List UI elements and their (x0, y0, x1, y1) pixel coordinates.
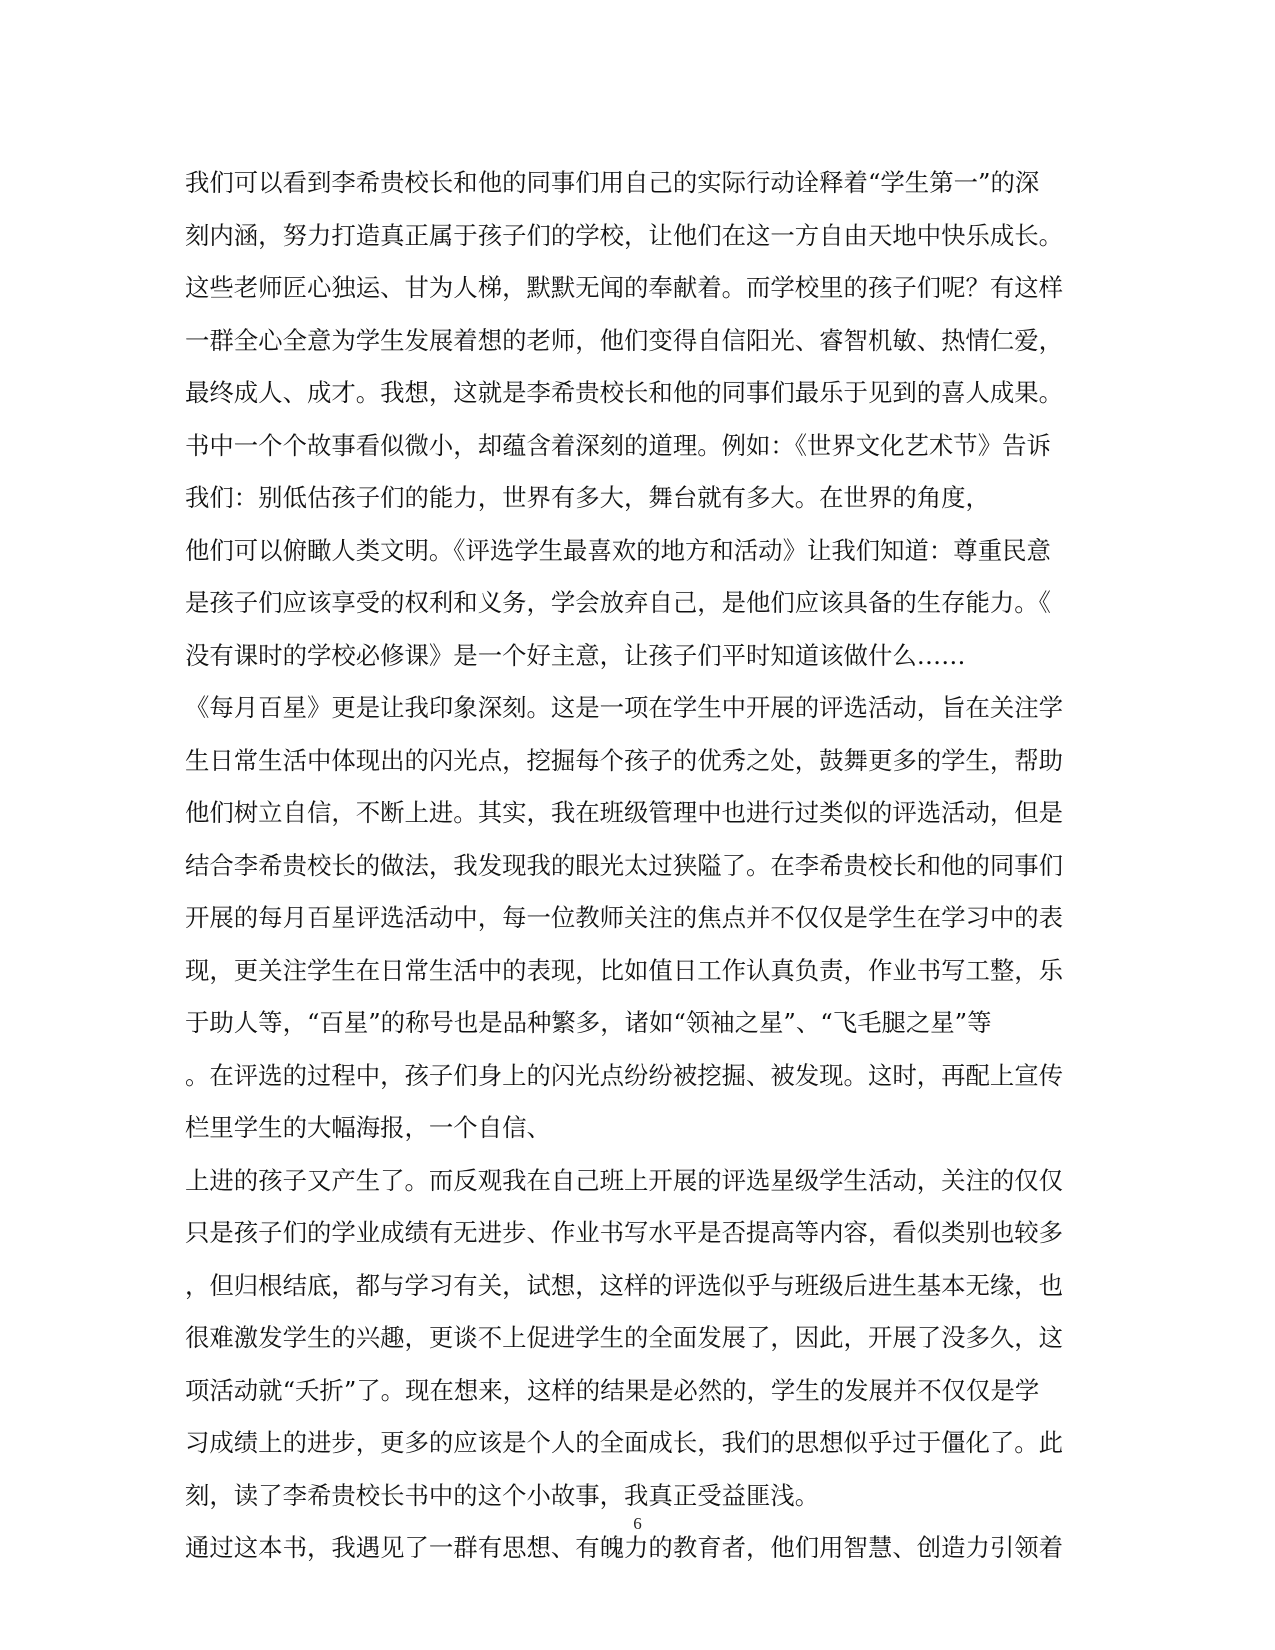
text-line: 栏里学生的大幅海报，一个自信、 (185, 1113, 551, 1142)
text-line: ，但归根结底，都与学习有关，试想，这样的评选似乎与班级后进生基本无缘，也 (185, 1270, 1064, 1300)
text-line: 只是孩子们的学业成绩有无进步、作业书写水平是否提高等内容，看似类别也较多 (185, 1218, 1064, 1247)
text-line: 结合李希贵校长的做法，我发现我的眼光太过狭隘了。在李希贵校长和他的同事们 (185, 850, 1064, 880)
text-line: 刻，读了李希贵校长书中的这个小故事，我真正受益匪浅。 (185, 1480, 820, 1510)
text-line: 我们：别低估孩子们的能力，世界有多大，舞台就有多大。在世界的角度， (185, 483, 990, 512)
text-line: 这些老师匠心独运、甘为人梯，默默无闻的奉献着。而学校里的孩子们呢？有这样 (185, 273, 1064, 302)
text-line: 《每月百星》更是让我印象深刻。这是一项在学生中开展的评选活动，旨在关注学 (185, 693, 1064, 722)
text-line: 他们可以俯瞰人类文明。《评选学生最喜欢的地方和活动》让我们知道：尊重民意 (185, 535, 1051, 565)
text-line: 项活动就“夭折”了。现在想来，这样的结果是必然的，学生的发展并不仅仅是学 (185, 1375, 1040, 1405)
text-line: 生日常生活中体现出的闪光点，挖掘每个孩子的优秀之处，鼓舞更多的学生，帮助 (185, 745, 1064, 775)
document-body (185, 157, 1085, 1575)
text-line: 他们树立自信，不断上进。其实，我在班级管理中也进行过类似的评选活动，但是 (185, 798, 1064, 827)
text-line: 于助人等，“百星”的称号也是品种繁多，诸如“领袖之星”、“飞毛腿之星”等 (185, 1008, 992, 1037)
text-line: 一群全心全意为学生发展着想的老师，他们变得自信阳光、睿智机敏、热情仁爱， (185, 325, 1064, 355)
text-line: 很难激发学生的兴趣，更谈不上促进学生的全面发展了，因此，开展了没多久，这 (185, 1323, 1064, 1352)
text-line: 通过这本书，我遇见了一群有思想、有魄力的教育者，他们用智慧、创造力引领着 (185, 1533, 1064, 1562)
text-line: 没有课时的学校必修课》是一个好主意，让孩子们平时知道该做什么…… (185, 640, 966, 670)
text-line: 开展的每月百星评选活动中，每一位教师关注的焦点并不仅仅是学生在学习中的表 (185, 903, 1064, 932)
text-line: 我们可以看到李希贵校长和他的同事们用自己的实际行动诠释着“学生第一”的深 (185, 168, 1040, 197)
text-line: 最终成人、成才。我想，这就是李希贵校长和他的同事们最乐于见到的喜人成果。 (185, 378, 1064, 407)
page-number: 6 (633, 1514, 642, 1533)
text-line: 书中一个个故事看似微小，却蕴含着深刻的道理。例如：《世界文化艺术节》告诉 (185, 430, 1051, 460)
text-line: 上进的孩子又产生了。而反观我在自己班上开展的评选星级学生活动，关注的仅仅 (185, 1165, 1064, 1195)
text-line: 刻内涵，努力打造真正属于孩子们的学校，让他们在这一方自由天地中快乐成长。 (185, 220, 1064, 250)
text-line: 是孩子们应该享受的权利和义务，学会放弃自己，是他们应该具备的生存能力。《 (185, 588, 1051, 617)
text-line: 习成绩上的进步，更多的应该是个人的全面成长，我们的思想似乎过于僵化了。此 (185, 1428, 1064, 1457)
text-line: 现，更关注学生在日常生活中的表现，比如值日工作认真负责，作业书写工整，乐 (185, 955, 1064, 985)
text-line: 。在评选的过程中，孩子们身上的闪光点纷纷被挖掘、被发现。这时，再配上宣传 (185, 1060, 1064, 1090)
